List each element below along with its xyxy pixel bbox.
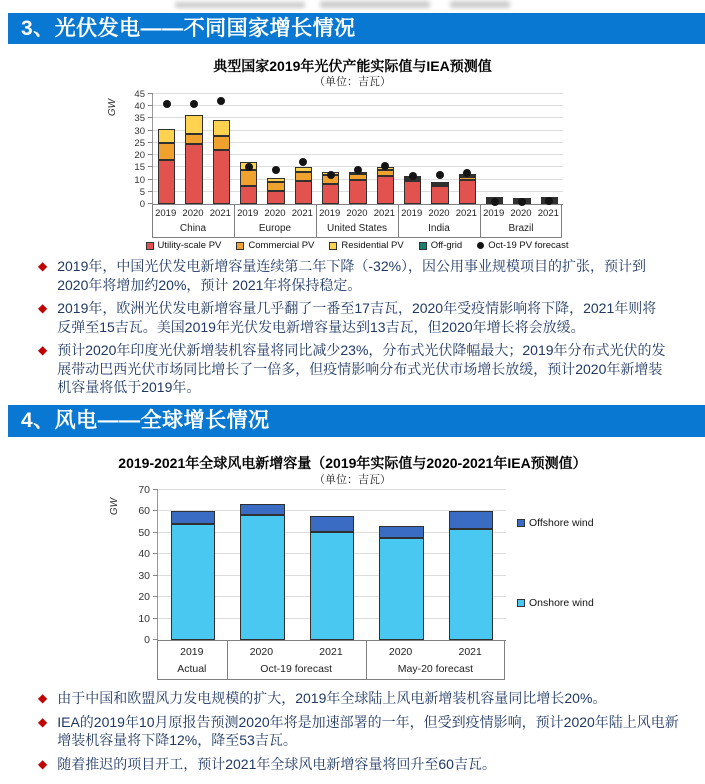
y-tick-label: 40 (138, 548, 150, 561)
y-tick-label: 25 (134, 137, 145, 149)
bar-segment-commercial-pv (459, 177, 476, 179)
chart-legend (130, 240, 584, 251)
y-tick-label: 50 (138, 526, 150, 539)
group-separator (480, 205, 481, 237)
year-label: 2019 (155, 208, 177, 219)
bar-segment-offshore-wind (240, 504, 285, 515)
section-4-header-text: 4、风电——全球增长情况 (21, 409, 270, 432)
group-separator (366, 641, 367, 679)
chart-subtitle: （单位：吉瓦） (314, 75, 391, 88)
forecast-dot (436, 171, 444, 179)
bullet-item (38, 257, 668, 294)
year-label: 2020 (388, 646, 413, 658)
legend-swatch-icon (329, 242, 337, 250)
y-tick-mark (153, 596, 158, 597)
y-tick-label: 0 (144, 634, 150, 646)
y-tick-label: 70 (138, 484, 150, 496)
cropped-text-remnant (320, 1, 430, 8)
y-tick-mark (153, 639, 158, 640)
category-axis (152, 205, 562, 238)
bar-segment-utility-scale-pv (349, 180, 366, 204)
year-label: 2021 (319, 646, 343, 658)
bar-segment-residential-pv (295, 167, 312, 172)
year-label: 2019 (401, 208, 423, 219)
y-tick-mark (148, 93, 153, 94)
group-separator (157, 641, 158, 679)
gridline (153, 117, 563, 118)
bar-segment-utility-scale-pv (213, 150, 230, 204)
bullet-item (38, 689, 686, 708)
y-tick-mark (153, 618, 158, 619)
chart-subtitle: （单位：吉瓦） (314, 473, 391, 486)
group-label: Brazil (508, 223, 534, 234)
bar-segment-commercial-pv (240, 170, 257, 186)
forecast-dot (190, 100, 198, 108)
legend-label: Onshore wind (529, 597, 594, 609)
bullet-text: IEA的2019年10月原报告预测2020年将是加速部署的一年，但受到疫情影响，预计2020年陆上风电新增装机容量将下降12%，降至53吉瓦。 (57, 713, 679, 748)
legend-label: Residential PV (341, 240, 404, 251)
bar-segment-utility-scale-pv (267, 191, 284, 204)
gridline (153, 105, 563, 106)
y-tick-mark (148, 179, 153, 180)
y-tick-label: 15 (134, 162, 145, 174)
legend-label: Utility-scale PV (157, 240, 222, 251)
bar-segment-commercial-pv (349, 174, 366, 180)
group-label: China (179, 223, 207, 234)
year-label: 2019 (319, 208, 341, 219)
bar-segment-onshore-wind (449, 529, 494, 640)
bar-segment-residential-pv (185, 115, 202, 135)
bar-segment-offshore-wind (171, 511, 216, 525)
bullet-text: 2019年，欧洲光伏发电新增容量几乎翻了一番至17吉瓦，2020年受疫情影响将下降，2021年则将反弹至15吉瓦。美国2019年光伏发电新增容量达到13吉瓦，但2020年增长将会放缓。 (57, 300, 657, 335)
group-label: Europe (258, 223, 292, 234)
group-label: Actual (177, 663, 207, 675)
legend-label: Off-grid (430, 240, 463, 251)
section-4-header (8, 405, 705, 437)
bar-segment-commercial-pv (377, 170, 394, 176)
bullet-item (38, 755, 686, 774)
plot-area (134, 89, 563, 210)
legend-item (517, 597, 594, 609)
bullet-item (38, 713, 686, 750)
bullet-diamond-icon: ◆ (38, 259, 48, 273)
year-label: 2020 (249, 646, 274, 658)
group-separator (234, 205, 235, 237)
group-separator (227, 641, 228, 679)
bar-segment-utility-scale-pv (404, 181, 421, 204)
bar-segment-onshore-wind (310, 532, 355, 640)
y-tick-mark (148, 130, 153, 131)
y-tick-mark (153, 575, 158, 576)
forecast-dot (245, 163, 253, 171)
y-tick-mark (148, 117, 153, 118)
bar-segment-commercial-pv (213, 136, 230, 151)
year-label: 2020 (510, 208, 532, 219)
y-tick-mark (148, 105, 153, 106)
section-3-header (8, 13, 705, 44)
legend-item (329, 240, 403, 251)
y-tick-mark (148, 203, 153, 204)
bar-segment-utility-scale-pv (322, 184, 339, 204)
bar-segment-offshore-wind (310, 516, 355, 532)
section-4-bullets (38, 689, 686, 778)
section-3-header-text: 3、光伏发电——不同国家增长情况 (21, 17, 356, 40)
bar-segment-commercial-pv (158, 143, 175, 160)
plot-area (138, 484, 506, 646)
cropped-text-remnant (175, 2, 305, 8)
chart-legend (517, 517, 594, 609)
bullet-text: 随着推迟的项目开工，预计2021年全球风电新增容量将回升至60吉瓦。 (57, 755, 496, 772)
forecast-dot (299, 158, 307, 166)
bullet-diamond-icon: ◆ (38, 691, 48, 705)
y-tick-mark (148, 154, 153, 155)
y-tick-mark (148, 191, 153, 192)
group-separator (398, 205, 399, 237)
bar-segment-utility-scale-pv (431, 186, 448, 204)
y-tick-mark (153, 489, 158, 490)
bar-segment-utility-scale-pv (459, 180, 476, 204)
y-tick-label: 10 (138, 612, 150, 625)
legend-swatch-icon (236, 242, 244, 250)
y-tick-label: 40 (134, 101, 145, 113)
y-tick-label: 60 (138, 505, 150, 518)
legend-label: Oct-19 PV forecast (488, 240, 569, 251)
bar-segment-onshore-wind (171, 524, 216, 640)
pv-capacity-chart (0, 56, 705, 256)
legend-item (419, 240, 463, 251)
bullet-text: 预计2020年印度光伏新增装机容量将同比减少23%，分布式光伏降幅最大；2019年分布式光伏的发展带动巴西光伏市场同比增长了一倍多，但疫情影响分布式光伏市场增长放缓，预计2020年新增装机容量将低于2019年。 (57, 342, 666, 395)
forecast-dot (217, 97, 225, 105)
bullet-text: 由于中国和欧盟风力发电规模的扩大，2019年全球陆上风电新增装机容量同比增长20%。 (57, 690, 607, 706)
y-tick-mark (153, 532, 158, 533)
y-tick-label: 5 (139, 186, 145, 198)
group-label: May-20 forecast (397, 663, 474, 675)
year-label: 2019 (237, 208, 259, 219)
bullet-item (38, 299, 668, 336)
bullet-diamond-icon: ◆ (38, 714, 48, 729)
group-separator (152, 205, 153, 237)
legend-swatch-icon (517, 599, 525, 607)
year-label: 2019 (483, 208, 505, 219)
bar-segment-utility-scale-pv (185, 144, 202, 204)
chart-title: 典型国家2019年光伏产能实际值与IEA预测值 (213, 58, 492, 74)
group-separator (561, 205, 562, 237)
year-label: 2021 (537, 208, 559, 219)
year-label: 2021 (373, 208, 395, 219)
gridline (158, 489, 506, 490)
gridline (153, 93, 563, 94)
year-label: 2019 (180, 646, 204, 658)
group-label: United States (326, 223, 388, 234)
group-separator (504, 641, 505, 679)
y-tick-label: 45 (134, 89, 145, 100)
bar-segment-utility-scale-pv (295, 181, 312, 204)
bar-segment-residential-pv (213, 120, 230, 136)
legend-item (236, 240, 314, 251)
year-label: 2020 (182, 208, 204, 219)
legend-item (477, 240, 568, 251)
forecast-dot (163, 100, 171, 108)
forecast-dot (272, 166, 280, 174)
bar-segment-offshore-wind (449, 511, 494, 528)
bar-segment-off-grid (431, 182, 448, 184)
legend-label: Offshore wind (529, 517, 594, 529)
y-axis-unit-label: GW (109, 497, 121, 516)
y-tick-label: 35 (134, 113, 145, 125)
chart-title: 2019-2021年全球风电新增容量（2019年实际值与2020-2021年IEA预测值） (118, 455, 587, 471)
bar-segment-commercial-pv (185, 134, 202, 144)
legend-swatch-icon (517, 519, 525, 527)
group-label: India (428, 223, 450, 234)
y-tick-label: 20 (138, 591, 150, 604)
y-tick-mark (148, 142, 153, 143)
legend-dot-icon (477, 242, 484, 249)
bar-segment-offshore-wind (379, 526, 424, 538)
bar-segment-residential-pv (158, 129, 175, 142)
group-separator (316, 205, 317, 237)
year-label: 2021 (455, 208, 477, 219)
forecast-dot (409, 172, 417, 180)
forecast-dot (327, 171, 335, 179)
y-tick-label: 10 (134, 174, 145, 186)
legend-swatch-icon (146, 242, 154, 250)
y-tick-label: 20 (134, 150, 145, 162)
year-label: 2020 (346, 208, 368, 219)
y-tick-mark (153, 510, 158, 511)
legend-swatch-icon (419, 242, 427, 250)
bar-segment-residential-pv (267, 178, 284, 182)
bullet-diamond-icon: ◆ (38, 756, 48, 771)
y-tick-label: 30 (138, 569, 150, 582)
legend-label: Commercial PV (248, 240, 315, 251)
y-tick-label: 0 (139, 199, 145, 210)
cropped-text-remnant (450, 1, 510, 8)
year-label: 2020 (264, 208, 286, 219)
bullet-text: 2019年，中国光伏发电新增容量连续第二年下降（-32%），因公用事业规模项目的扩张，预计到2020年将增加约20%，预计 2021年将保持稳定。 (57, 258, 647, 293)
year-label: 2021 (209, 208, 231, 219)
bar-segment-utility-scale-pv (240, 186, 257, 204)
y-tick-label: 30 (134, 125, 145, 137)
bar-segment-commercial-pv (295, 172, 312, 181)
wind-capacity-chart (0, 453, 705, 685)
category-axis (157, 641, 505, 680)
bar-segment-onshore-wind (240, 515, 285, 640)
bullet-item (38, 341, 668, 397)
section-3-bullets (38, 257, 668, 402)
bullet-diamond-icon: ◆ (38, 301, 48, 315)
bullet-diamond-icon: ◆ (38, 343, 48, 357)
y-tick-mark (153, 553, 158, 554)
year-label: 2021 (291, 208, 313, 219)
legend-item (146, 240, 222, 251)
bar-segment-onshore-wind (379, 538, 424, 640)
bar-segment-utility-scale-pv (158, 160, 175, 204)
year-label: 2021 (458, 646, 482, 658)
bar-segment-utility-scale-pv (377, 176, 394, 204)
y-tick-mark (148, 166, 153, 167)
year-label: 2020 (428, 208, 450, 219)
bar-segment-commercial-pv (267, 182, 284, 191)
group-label: Oct-19 forecast (260, 663, 333, 675)
legend-item (517, 517, 594, 529)
y-axis-unit-label: GW (107, 98, 119, 117)
